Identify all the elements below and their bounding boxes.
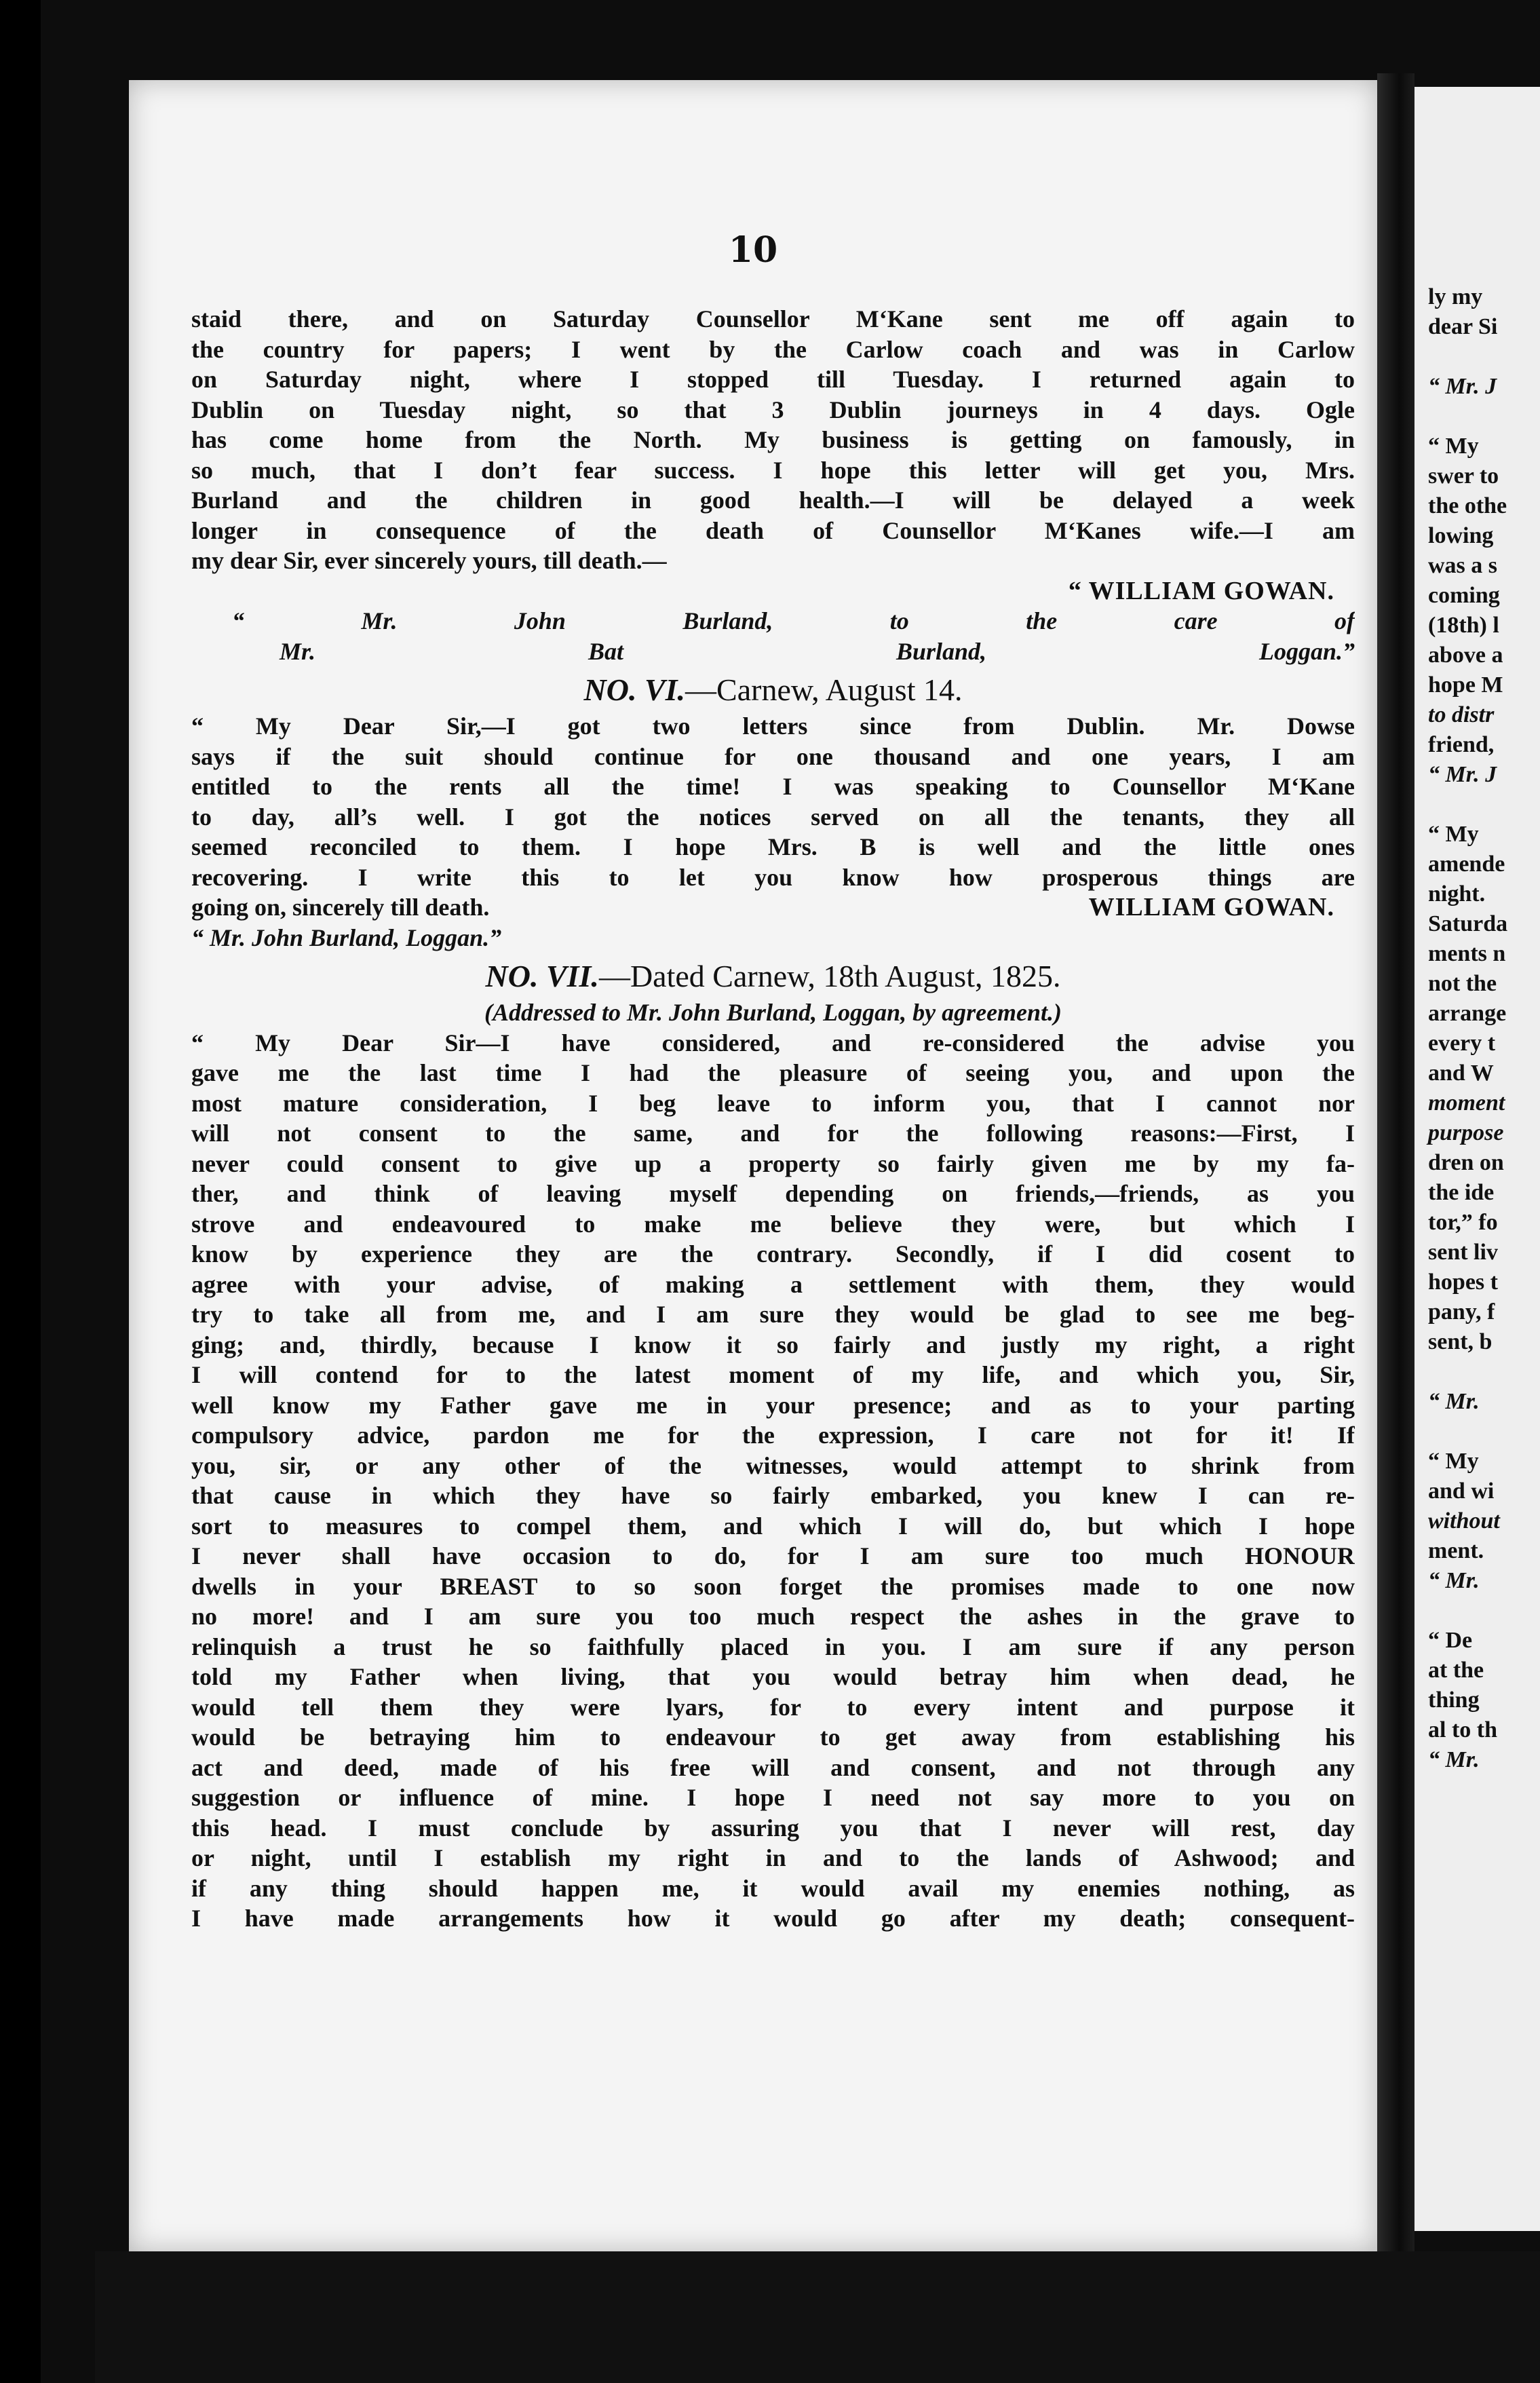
text-line: agree with your advise, of making a settlement with them, they would xyxy=(191,1270,1355,1298)
text-line: this head. I must conclude by assuring you that I never will rest, day xyxy=(191,1814,1355,1842)
facing-line: “ Mr. J xyxy=(1428,762,1497,787)
text-line: Burland and the children in good health.—I will be delayed a week xyxy=(191,487,1355,514)
facing-line: “ Mr. J xyxy=(1428,374,1497,399)
text-line: dwells in your BREAST to so soon forget the promises made to one now xyxy=(191,1572,1355,1600)
facing-line: thing xyxy=(1428,1688,1480,1713)
facing-line: “ Mr. xyxy=(1428,1389,1480,1414)
text-line: I have made arrangements how it would go after my death; consequent- xyxy=(191,1905,1355,1932)
text-line: my dear Sir, ever sincerely yours, till death.— xyxy=(191,547,667,574)
text-line: seemed reconciled to them. I hope Mrs. B is well and the little ones xyxy=(191,833,1355,860)
letter-date: —Dated Carnew, 18th August, 1825. xyxy=(598,959,1061,993)
address-line: (Addressed to Mr. John Burland, Loggan, by agreement.) xyxy=(484,999,1062,1026)
address-line: “ Mr. John Burland, Loggan.” xyxy=(191,923,502,951)
facing-line: “ De xyxy=(1428,1628,1473,1653)
book-gutter xyxy=(1377,73,1414,2265)
text-line: suggestion or influence of mine. I hope I need not say more to you on xyxy=(191,1784,1355,1811)
text-line xyxy=(191,892,1355,923)
facing-line: Saturda xyxy=(1428,911,1508,936)
text-line: staid there, and on Saturday Counsellor M‘Kane sent me off again to xyxy=(191,305,1355,332)
facing-line: “ My xyxy=(1428,822,1479,847)
facing-page-text xyxy=(1428,282,1540,1775)
text-line: would be betraying him to endeavour to get away from establishing his xyxy=(191,1723,1355,1751)
facing-line: the othe xyxy=(1428,493,1507,518)
text-line: or night, until I establish my right in and to the lands of Ashwood; and xyxy=(191,1844,1355,1871)
facing-line: friend, xyxy=(1428,732,1495,757)
scan-border-bottom xyxy=(95,2251,1540,2383)
text-line: says if the suit should continue for one thousand and one years, I am xyxy=(191,742,1355,770)
text-line: to day, all’s well. I got the notices served on all the tenants, they all xyxy=(191,803,1355,831)
facing-line: was a s xyxy=(1428,553,1498,578)
text-line: longer in consequence of the death of Counsellor M‘Kanes wife.—I am xyxy=(191,516,1355,544)
address-line: Mr. Bat Burland, Loggan.” xyxy=(280,637,1355,665)
facing-page xyxy=(1414,87,1540,2231)
facing-line: tor,” fo xyxy=(1428,1210,1498,1235)
facing-line: “ My xyxy=(1428,1449,1479,1474)
facing-line: not the xyxy=(1428,971,1497,996)
text-line: you, sir, or any other of the witnesses, would attempt to shrink from xyxy=(191,1451,1355,1479)
scan-border-left xyxy=(0,0,41,2383)
text-line: sort to measures to compel them, and which I will do, but which I hope xyxy=(191,1512,1355,1540)
facing-line: every t xyxy=(1428,1031,1496,1056)
facing-line: swer to xyxy=(1428,463,1499,489)
text-line: the country for papers; I went by the Carlow coach and was in Carlow xyxy=(191,335,1355,363)
closing-text: going on, sincerely till death. xyxy=(191,894,490,921)
facing-line: pany, f xyxy=(1428,1299,1495,1324)
facing-line: dear Si xyxy=(1428,314,1498,339)
signature: “ WILLIAM GOWAN. xyxy=(1068,576,1334,605)
text-line: never could consent to give up a property so fairly given me by my fa- xyxy=(191,1149,1355,1177)
facing-line: without xyxy=(1428,1508,1500,1533)
page-number: 10 xyxy=(728,229,778,271)
text-line: try to take all from me, and I am sure they would be glad to see me beg- xyxy=(191,1301,1355,1328)
facing-line: above a xyxy=(1428,643,1503,668)
text-line: gave me the last time I had the pleasure of seeing you, and upon the xyxy=(191,1059,1355,1086)
facing-line: ment. xyxy=(1428,1538,1484,1563)
page-body xyxy=(191,304,1355,1934)
letter-date: —Carnew, August 14. xyxy=(685,672,963,707)
text-line: “ My Dear Sir,—I got two letters since from Dublin. Mr. Dowse xyxy=(191,712,1355,740)
letter-number: NO. VI. xyxy=(583,672,686,707)
facing-line: night. xyxy=(1428,881,1486,907)
signature: WILLIAM GOWAN. xyxy=(1088,893,1334,921)
facing-line: moment xyxy=(1428,1090,1505,1116)
text-line: relinquish a trust he so faithfully placed in you. I am sure if any person xyxy=(191,1633,1355,1660)
facing-line: ments n xyxy=(1428,941,1506,966)
facing-line: amende xyxy=(1428,852,1505,877)
text-line: that cause in which they have so fairly embarked, you knew I can re- xyxy=(191,1482,1355,1509)
facing-line: (18th) l xyxy=(1428,613,1499,638)
facing-line: hopes t xyxy=(1428,1270,1498,1295)
text-line: recovering. I write this to let you know how prosperous things are xyxy=(191,863,1355,891)
text-line: will not consent to the same, and for the following reasons:—First, I xyxy=(191,1120,1355,1147)
facing-line: dren on xyxy=(1428,1150,1504,1175)
facing-line: “ Mr. xyxy=(1428,1568,1480,1593)
facing-line: ly my xyxy=(1428,284,1483,309)
text-line: act and deed, made of his free will and consent, and not through any xyxy=(191,1753,1355,1781)
facing-line: the ide xyxy=(1428,1180,1495,1205)
text-line: so much, that I don’t fear success. I hope this letter will get you, Mrs. xyxy=(191,456,1355,484)
text-line: I never shall have occasion to do, for I am sure too much HONOUR xyxy=(191,1542,1355,1569)
facing-line: purpose xyxy=(1428,1120,1504,1145)
text-line: entitled to the rents all the time! I was speaking to Counsellor M‘Kane xyxy=(191,773,1355,800)
facing-line: “ Mr. xyxy=(1428,1747,1480,1772)
text-line: has come home from the North. My business is getting on famously, in xyxy=(191,426,1355,453)
facing-line: lowing xyxy=(1428,523,1494,548)
facing-line: sent liv xyxy=(1428,1240,1498,1265)
text-line: Dublin on Tuesday night, so that 3 Dublin journeys in 4 days. Ogle xyxy=(191,396,1355,423)
letter-heading xyxy=(191,955,1355,997)
facing-line: and W xyxy=(1428,1061,1494,1086)
text-line: well know my Father gave me in your presence; and as to your parting xyxy=(191,1391,1355,1419)
letter-number: NO. VII. xyxy=(485,959,599,993)
text-line: no more! and I am sure you too much respect the ashes in the grave to xyxy=(191,1603,1355,1630)
text-line: ging; and, thirdly, because I know it so fairly and justly my right, a right xyxy=(191,1331,1355,1358)
text-line: I will contend for to the latest moment of my life, and which you, Sir, xyxy=(191,1361,1355,1388)
text-line: ther, and think of leaving myself depending on friends,—friends, as you xyxy=(191,1180,1355,1207)
text-line: would tell them they were lyars, for to every intent and purpose it xyxy=(191,1693,1355,1721)
facing-line: “ My xyxy=(1428,434,1479,459)
text-line: compulsory advice, pardon me for the expression, I care not for it! If xyxy=(191,1422,1355,1449)
text-line: on Saturday night, where I stopped till Tuesday. I returned again to xyxy=(191,366,1355,393)
facing-line: and wi xyxy=(1428,1479,1495,1504)
facing-line: hope M xyxy=(1428,672,1503,698)
facing-line: coming xyxy=(1428,583,1500,608)
text-line: most mature consideration, I beg leave to inform you, that I cannot nor xyxy=(191,1089,1355,1117)
address-line: “ Mr. John Burland, to the care of xyxy=(232,607,1355,634)
facing-line: al to th xyxy=(1428,1717,1497,1742)
facing-line: sent, b xyxy=(1428,1329,1493,1354)
facing-line: at the xyxy=(1428,1658,1484,1683)
text-line: strove and endeavoured to make me believe they were, but which I xyxy=(191,1210,1355,1238)
facing-line: to distr xyxy=(1428,702,1495,727)
text-line: “ My Dear Sir—I have considered, and re-considered the advise you xyxy=(191,1029,1355,1056)
facing-line: arrange xyxy=(1428,1001,1507,1026)
text-line: if any thing should happen me, it would avail my enemies nothing, as xyxy=(191,1874,1355,1902)
letter-heading xyxy=(191,669,1355,711)
text-line: told my Father when living, that you would betray him when dead, he xyxy=(191,1663,1355,1690)
text-line: know by experience they are the contrary. Secondly, if I did cosent to xyxy=(191,1240,1355,1267)
